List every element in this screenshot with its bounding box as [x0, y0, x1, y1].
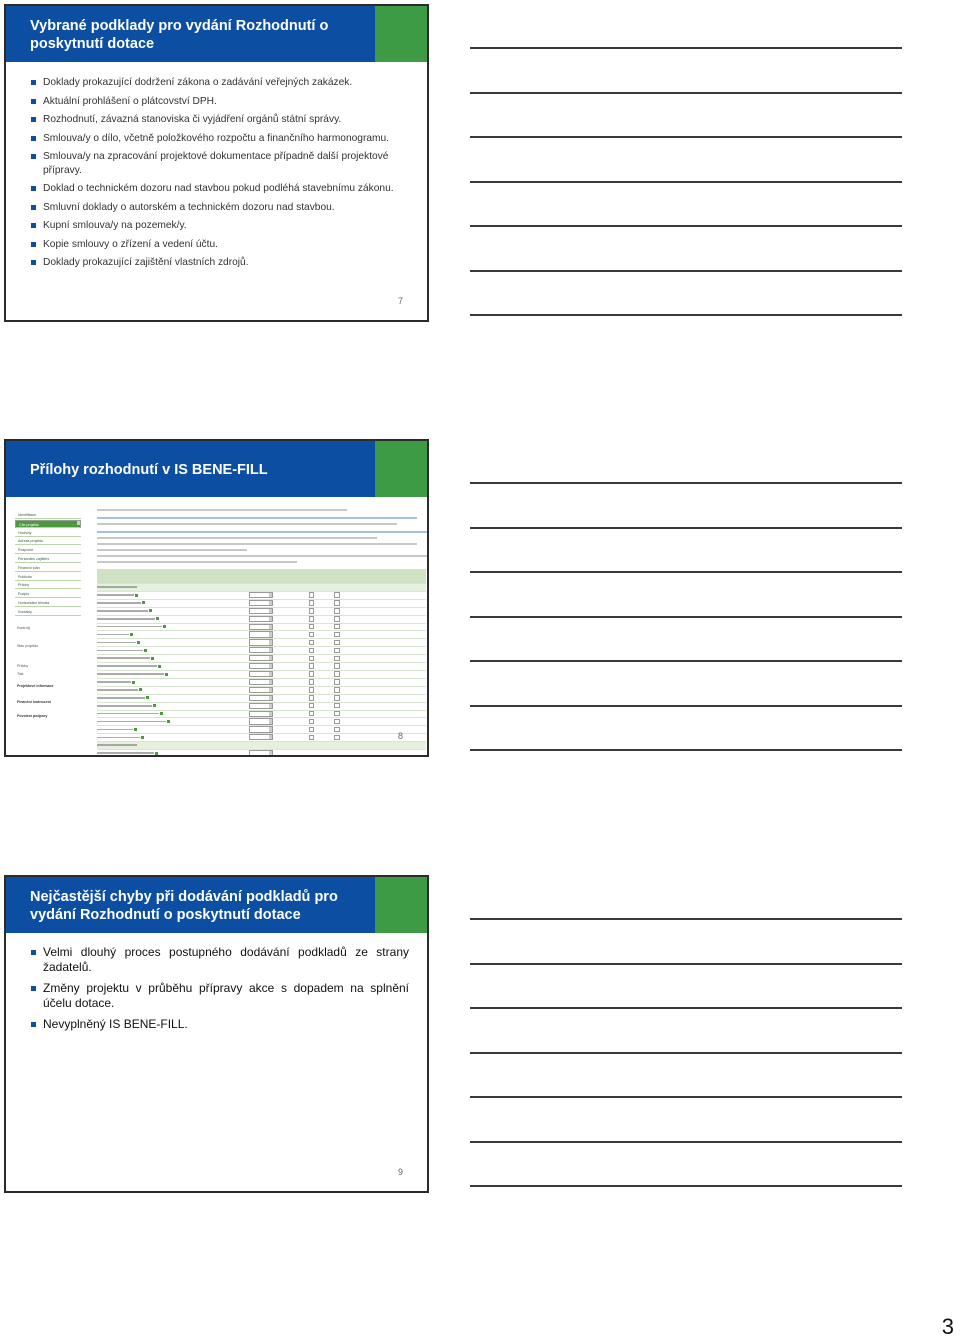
- screenshot-sidebar-link: Projektové informace: [17, 684, 54, 688]
- row-checkbox: [334, 640, 340, 646]
- table-row: [97, 686, 426, 694]
- type-select: [249, 647, 273, 653]
- row-checkbox: [334, 592, 340, 598]
- note-line: [470, 1007, 902, 1009]
- slide-page-number: 7: [397, 296, 403, 306]
- table-row: [97, 639, 426, 647]
- bullet-item: Doklad o technickém dozoru nad stavbou pokud podléhá stavebnímu zákonu.: [28, 182, 409, 196]
- notes-area-3: [470, 918, 902, 1230]
- bullet-item: Doklady prokazující zajištění vlastních zdrojů.: [28, 256, 409, 270]
- bullet-item: Smlouva/y na zpracování projektové dokumentace případně další projektové přípravy.: [28, 150, 409, 177]
- screenshot-sidebar-link: Stav projektu: [17, 644, 38, 648]
- table-row: [97, 631, 426, 639]
- slide-accent: [375, 6, 427, 62]
- table-row: [97, 742, 426, 750]
- note-line: [470, 1052, 902, 1054]
- screenshot-sidebar-item: Kontakty: [15, 608, 81, 616]
- notes-area-2: [470, 482, 902, 794]
- row-checkbox: [309, 592, 315, 598]
- screenshot-sidebar-item: Hodnoty: [15, 529, 81, 537]
- table-row: [97, 702, 426, 710]
- screenshot-text-line: [97, 549, 247, 551]
- row-checkbox: [334, 687, 340, 693]
- screenshot-attachments-table: [97, 569, 426, 757]
- row-checkbox: [309, 711, 315, 717]
- row-checkbox: [334, 711, 340, 717]
- attachment-icon: [146, 696, 149, 699]
- row-checkbox: [309, 608, 315, 614]
- slide-body: [28, 945, 409, 1038]
- screenshot-text-line: [97, 523, 397, 525]
- type-select: [249, 608, 273, 614]
- row-checkbox: [334, 648, 340, 654]
- screenshot-text-line: [97, 517, 417, 519]
- row-checkbox: [309, 600, 315, 606]
- bullet-item: Smlouva/y o dílo, včetně položkového rozpočtu a finančního harmonogramu.: [28, 132, 409, 146]
- table-row: [97, 726, 426, 734]
- row-checkbox: [309, 679, 315, 685]
- note-line: [470, 314, 902, 316]
- attachment-icon: [134, 728, 137, 731]
- bullet-item: Změny projektu v průběhu přípravy akce s dopadem na splnění účelu dotace.: [28, 981, 409, 1011]
- row-checkbox: [309, 663, 315, 669]
- row-checkbox: [334, 679, 340, 685]
- table-row: [97, 584, 426, 592]
- note-line: [470, 1185, 902, 1187]
- note-line: [470, 660, 902, 662]
- note-line: [470, 527, 902, 529]
- bullet-item: Smluvní doklady o autorském a technickém dozoru nad stavbou.: [28, 201, 409, 215]
- table-row: [97, 647, 426, 655]
- row-checkbox: [309, 719, 315, 725]
- notes-area-1: [470, 47, 902, 359]
- table-row: [97, 663, 426, 671]
- screenshot-text-line: [97, 543, 417, 545]
- bullet-item: Kupní smlouva/y na pozemek/y.: [28, 219, 409, 233]
- type-select: [249, 726, 273, 732]
- row-checkbox: [334, 719, 340, 725]
- row-checkbox: [309, 640, 315, 646]
- bullet-item: Velmi dlouhý proces postupného dodávání podkladů ze strany žadatelů.: [28, 945, 409, 975]
- type-select: [249, 679, 273, 685]
- row-checkbox: [334, 671, 340, 677]
- slide-7: [4, 4, 429, 322]
- type-select: [249, 750, 273, 756]
- row-checkbox: [309, 616, 315, 622]
- note-line: [470, 270, 902, 272]
- attachment-icon: [160, 712, 163, 715]
- row-checkbox: [309, 656, 315, 662]
- note-line: [470, 92, 902, 94]
- slide-accent: [375, 877, 427, 933]
- table-row: [97, 655, 426, 663]
- table-row: [97, 615, 426, 623]
- screenshot-main: [97, 503, 422, 725]
- screenshot-sidebar-link: Povolení podpory: [17, 714, 48, 718]
- attachment-icon: [139, 688, 142, 691]
- screenshot-text-line: [97, 537, 377, 539]
- bullet-item: Rozhodnutí, závazná stanoviska či vyjádření orgánů státní správy.: [28, 113, 409, 127]
- attachment-icon: [149, 609, 152, 612]
- attachment-icon: [165, 673, 168, 676]
- row-checkbox: [309, 703, 315, 709]
- slide-8: [4, 439, 429, 757]
- screenshot-sidebar-item: Publicita: [15, 573, 81, 581]
- bullet-item: Kopie smlouvy o zřízení a vedení účtu.: [28, 238, 409, 252]
- screenshot-sidebar-link: Kontroly: [17, 626, 31, 630]
- type-select: [249, 711, 273, 717]
- table-row: [97, 623, 426, 631]
- note-line: [470, 963, 902, 965]
- note-line: [470, 918, 902, 920]
- row-checkbox: [334, 695, 340, 701]
- screenshot-sidebar-item: Podpis: [15, 590, 81, 598]
- row-checkbox: [334, 632, 340, 638]
- table-row: [97, 710, 426, 718]
- screenshot-sidebar-item: Cíle projektu: [15, 520, 81, 528]
- type-select: [249, 663, 273, 669]
- screenshot-sidebar-item: Finanční plán: [15, 564, 81, 572]
- screenshot-sidebar-link: Přílohy: [17, 664, 29, 668]
- table-row: [97, 750, 426, 757]
- row-checkbox: [334, 656, 340, 662]
- row-checkbox: [334, 616, 340, 622]
- type-select: [249, 718, 273, 724]
- row-checkbox: [309, 648, 315, 654]
- screenshot-sidebar-item: Přílohy: [15, 581, 81, 589]
- attachment-icon: [163, 625, 166, 628]
- table-row: [97, 607, 426, 615]
- attachment-icon: [167, 720, 170, 723]
- type-select: [249, 655, 273, 661]
- type-select: [249, 600, 273, 606]
- row-checkbox: [309, 727, 315, 733]
- attachment-icon: [142, 601, 145, 604]
- row-checkbox: [309, 624, 315, 630]
- attachment-icon: [132, 681, 135, 684]
- type-select: [249, 616, 273, 622]
- row-checkbox: [334, 600, 340, 606]
- slide-accent: [375, 441, 427, 497]
- attachment-icon: [151, 657, 154, 660]
- row-checkbox: [309, 695, 315, 701]
- table-row: [97, 718, 426, 726]
- screenshot-sidebar-item: Horizontální témata: [15, 599, 81, 607]
- table-row: [97, 599, 426, 607]
- table-row: [97, 678, 426, 686]
- slide-title: Přílohy rozhodnutí v IS BENE-FILL: [6, 441, 375, 497]
- screenshot-text-line: [97, 561, 297, 563]
- note-line: [470, 705, 902, 707]
- note-line: [470, 181, 902, 183]
- note-line: [470, 749, 902, 751]
- type-select: [249, 592, 273, 598]
- row-checkbox: [334, 608, 340, 614]
- row-checkbox: [309, 632, 315, 638]
- row-checkbox: [309, 687, 315, 693]
- row-checkbox: [334, 663, 340, 669]
- table-header-row: [97, 569, 426, 584]
- row-checkbox: [309, 735, 315, 741]
- type-select: [249, 631, 273, 637]
- row-checkbox: [334, 703, 340, 709]
- row-checkbox: [309, 671, 315, 677]
- attachment-icon: [156, 617, 159, 620]
- table-row: [97, 591, 426, 599]
- type-select: [249, 734, 273, 740]
- table-row: [97, 694, 426, 702]
- attachment-icon: [137, 641, 140, 644]
- type-select: [249, 624, 273, 630]
- slide-page-number: 8: [397, 731, 403, 741]
- bullet-item: Nevyplněný IS BENE-FILL.: [28, 1017, 409, 1032]
- attachment-icon: [144, 649, 147, 652]
- type-select: [249, 703, 273, 709]
- screenshot-sidebar-link: Tisk: [17, 672, 24, 676]
- screenshot-text-line: [97, 509, 347, 511]
- slide-title: Nejčastější chyby při dodávání podkladů pro vydání Rozhodnutí o poskytnutí dotace: [6, 877, 375, 933]
- screenshot-sidebar-item: Rozpočet: [15, 546, 81, 554]
- table-row: [97, 670, 426, 678]
- type-select: [249, 639, 273, 645]
- slide-9: [4, 875, 429, 1193]
- attachment-icon: [141, 736, 144, 739]
- slide-title: Vybrané podklady pro vydání Rozhodnutí o poskytnutí dotace: [6, 6, 375, 62]
- screenshot-sidebar-item: Adresa projektu: [15, 537, 81, 545]
- bullet-list: [28, 76, 409, 270]
- row-checkbox: [334, 624, 340, 630]
- type-select: [249, 695, 273, 701]
- slide-page-number: 9: [397, 1167, 403, 1177]
- document-page-number: 3: [941, 1314, 954, 1339]
- bullet-item: Doklady prokazující dodržení zákona o zadávání veřejných zakázek.: [28, 76, 409, 90]
- note-line: [470, 616, 902, 618]
- bullet-item: Aktuální prohlášení o plátcovství DPH.: [28, 95, 409, 109]
- attachment-icon: [158, 665, 161, 668]
- bullet-list: [28, 945, 409, 1032]
- attachment-icon: [135, 594, 138, 597]
- attachment-icon: [153, 704, 156, 707]
- attachment-icon: [155, 752, 158, 755]
- type-select: [249, 687, 273, 693]
- note-line: [470, 1096, 902, 1098]
- bene-fill-screenshot: [11, 503, 422, 725]
- screenshot-sidebar-item: Identifikace: [15, 511, 81, 519]
- note-line: [470, 571, 902, 573]
- screenshot-text-line: [97, 531, 427, 533]
- screenshot-sidebar-link: Finanční hodnocení: [17, 700, 51, 704]
- row-checkbox: [334, 727, 340, 733]
- note-line: [470, 225, 902, 227]
- note-line: [470, 482, 902, 484]
- note-line: [470, 136, 902, 138]
- screenshot-sidebar-item: Personální zajištění: [15, 555, 81, 563]
- row-checkbox: [334, 735, 340, 741]
- note-line: [470, 47, 902, 49]
- type-select: [249, 671, 273, 677]
- table-row: [97, 734, 426, 742]
- attachment-icon: [130, 633, 133, 636]
- screenshot-text-line: [97, 555, 427, 557]
- note-line: [470, 1141, 902, 1143]
- slide-body: [28, 76, 409, 275]
- screenshot-sidebar: [11, 503, 83, 725]
